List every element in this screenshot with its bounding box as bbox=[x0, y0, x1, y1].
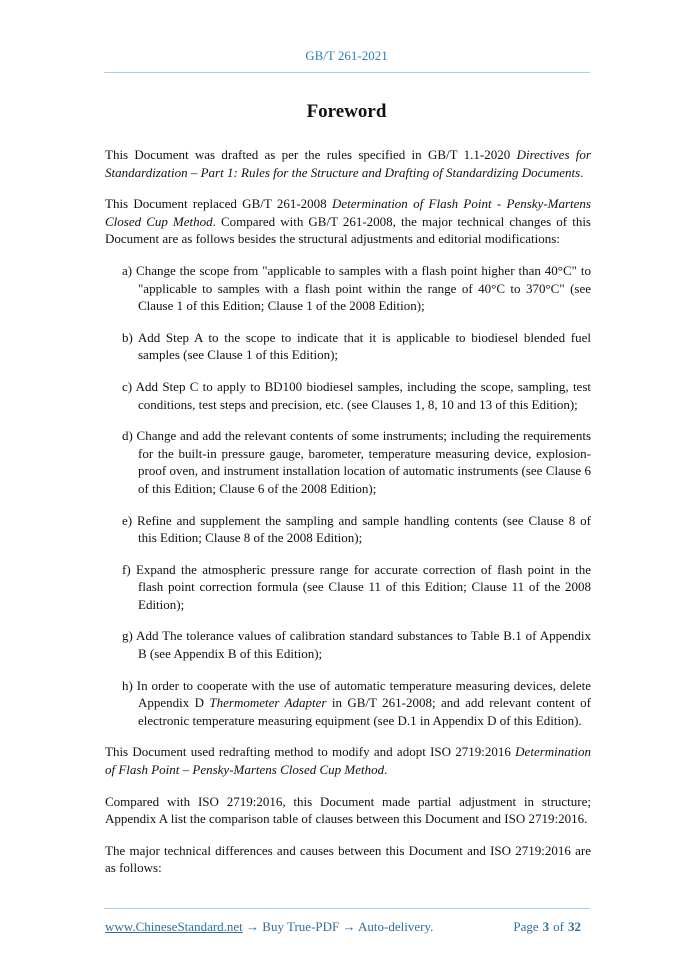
list-item bbox=[122, 677, 591, 730]
footer bbox=[105, 918, 585, 936]
italic-title: Directives for Standardization – Part 1: Rules for the Structure and Drafting of Standardizing Documents bbox=[105, 147, 591, 180]
text: This Document replaced GB/T 261-2008 bbox=[105, 196, 332, 212]
paragraph-adoption bbox=[105, 743, 591, 778]
text: in GB/T 261-2008; and add relevant content of electronic temperature measuring equipment (see D.1 in Appendix D of this Edition). bbox=[138, 695, 591, 728]
page-number: 3 bbox=[542, 919, 550, 934]
total-pages: 32 bbox=[568, 919, 581, 934]
text: . bbox=[384, 762, 388, 778]
list-item: b) Add Step A to the scope to indicate that it is applicable to biodiesel blended fuel samples (see Clause 1 of this Edition); bbox=[122, 329, 591, 363]
list-item: a) Change the scope from "applicable to samples with a flash point higher than 40°C" to "applicable to samples with a flash point within the range of 40°C to 370°C" (see Clause 1 of this Edition; Clause 1 of the 2008 Edition); bbox=[122, 262, 591, 314]
list-item: f) Expand the atmospheric pressure range for accurate correction of flash point in the flash point correction formula (see Clause 11 of this Edition; Clause 11 of the 2008 Edition); bbox=[122, 561, 591, 612]
of-label: of bbox=[553, 919, 564, 934]
text: This Document was drafted as per the rules specified in GB/T 1.1-2020 bbox=[105, 147, 517, 162]
promo-text: → Buy True-PDF → Auto-delivery. bbox=[242, 919, 434, 934]
text: . bbox=[580, 164, 584, 180]
website-link[interactable]: www.ChineseStandard.net bbox=[105, 919, 243, 934]
text: . Compared with GB/T 261-2008, the major technical changes of this Document are as follows besides the structural adjustments and editorial modifications: bbox=[105, 213, 591, 247]
document-id-header: GB/T 261-2021 bbox=[305, 48, 388, 63]
page-indicator bbox=[513, 918, 585, 936]
paragraph-drafting bbox=[105, 146, 591, 181]
list-item: c) Add Step C to apply to BD100 biodiesel samples, including the scope, sampling, test conditions, test steps and precision, etc. (see Clauses 1, 8, 10 and 13 of this Edition); bbox=[122, 378, 591, 412]
paragraph-replaced bbox=[105, 195, 591, 248]
italic-title: Thermometer Adapter bbox=[209, 695, 327, 711]
text: h) In order to cooperate with the use of automatic temperature measuring devices, delete Appendix D bbox=[122, 677, 591, 711]
page-title: Foreword bbox=[306, 101, 387, 122]
footer-divider bbox=[104, 908, 590, 909]
list-item: d) Change and add the relevant contents of some instruments; including the requirements for the built-in pressure gauge, barometer, temperature measuring device, explosion-proof oven, and instrument installation location of automatic instruments (see Clause 6 of this Edition; Clause 6 of the 2008 Edition); bbox=[122, 428, 591, 496]
paragraph-differences: The major technical differences and causes between this Document and ISO 2719:2016 are as follows: bbox=[105, 842, 591, 876]
list-item: e) Refine and supplement the sampling and sample handling contents (see Clause 8 of this Edition; Clause 8 of the 2008 Edition); bbox=[122, 512, 591, 546]
italic-title: Determination of Flash Point – Pensky-Martens Closed Cup Method bbox=[105, 744, 591, 778]
list-item: g) Add The tolerance values of calibration standard substances to Table B.1 of Appendix B (see Appendix B of this Edition); bbox=[122, 628, 591, 662]
paragraph-comparison: Compared with ISO 2719:2016, this Document made partial adjustment in structure; Appendix A list the comparison table of clauses between this Document and ISO 2719:2016. bbox=[105, 793, 591, 827]
header-divider bbox=[104, 72, 590, 73]
document-body bbox=[105, 146, 591, 891]
text: This Document used redrafting method to modify and adopt ISO 2719:2016 bbox=[105, 744, 516, 760]
italic-title: Determination of Flash Point - Pensky-Martens Closed Cup Method bbox=[105, 196, 591, 229]
page-label: Page bbox=[513, 919, 539, 934]
